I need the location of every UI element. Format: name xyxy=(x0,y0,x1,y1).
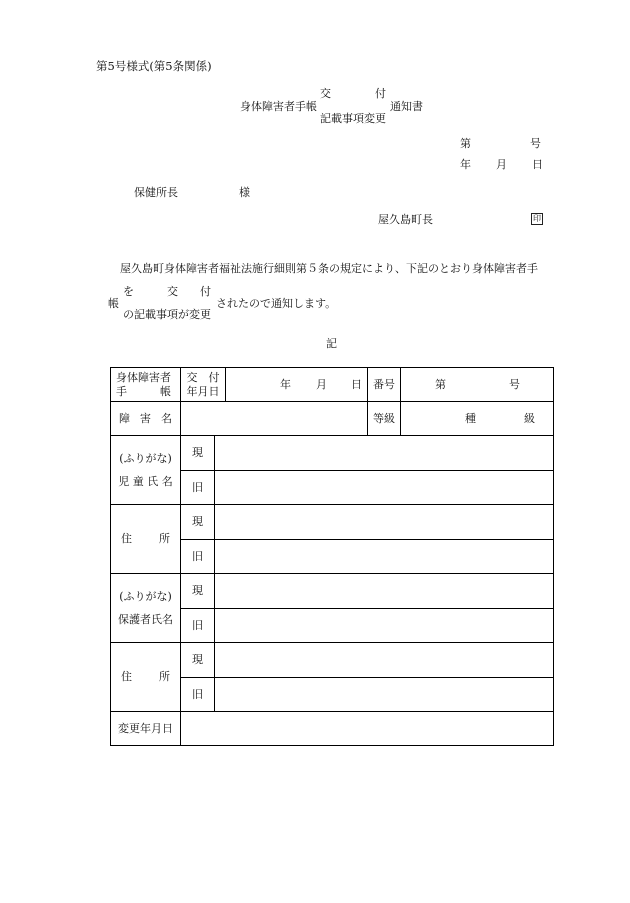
body-option-change: の記載事項が変更 xyxy=(123,308,211,321)
address-label-char: 住 xyxy=(121,670,132,684)
issue-date-label-line-1: 交 付 xyxy=(186,371,220,385)
table-rule xyxy=(180,539,553,540)
issue-date-month: 月 xyxy=(316,378,327,391)
guardian-address-current-label: 現 xyxy=(192,653,203,667)
body-line-1: 屋久島町身体障害者福祉法施行細則第５条の規定により、下記のとおり身体障害者手 xyxy=(120,262,538,275)
disability-label-char: 名 xyxy=(161,411,172,425)
child-address-previous-label: 旧 xyxy=(192,549,203,563)
title-option-change: 記載事項変更 xyxy=(320,112,386,125)
table-rule xyxy=(225,367,226,402)
date-year: 年 xyxy=(460,158,471,171)
table-border-bottom xyxy=(110,745,553,746)
guardian-address-label xyxy=(111,643,180,711)
body-line-end: されたので通知します。 xyxy=(216,297,337,310)
child-current-label: 現 xyxy=(192,446,203,460)
table-border-right xyxy=(553,367,554,746)
doc-number-dai: 第 xyxy=(460,137,471,150)
disability-label-char: 障 xyxy=(119,411,130,425)
child-address-current-label: 現 xyxy=(192,515,203,529)
card-label-line-2: 手 帳 xyxy=(116,384,171,398)
grade-grade: 級 xyxy=(524,412,535,425)
address-label-char: 所 xyxy=(159,670,170,684)
address-label-char: 所 xyxy=(159,532,170,546)
number-dai: 第 xyxy=(435,378,446,391)
number-label: 番号 xyxy=(373,377,395,391)
issue-date-label-line-2: 年月日 xyxy=(186,384,220,398)
form-number: 第5号様式(第5条関係) xyxy=(96,59,212,73)
grade-label: 等級 xyxy=(373,411,395,425)
issue-date-label xyxy=(181,368,225,401)
addressee-honorific: 様 xyxy=(239,186,250,199)
ki-heading: 記 xyxy=(326,337,337,350)
guardian-current-label: 現 xyxy=(192,584,203,598)
child-furigana-label: (ふりがな) xyxy=(119,452,172,466)
address-label-char: 住 xyxy=(121,532,132,546)
guardian-name-label xyxy=(111,574,180,642)
guardian-name-label-text: 保護者氏名 xyxy=(118,612,173,626)
table-rule xyxy=(180,470,553,471)
body-option-issue: を 交 付 xyxy=(123,285,211,298)
date-day: 日 xyxy=(532,158,543,171)
disability-label xyxy=(111,402,180,435)
card-label-line-1: 身体障害者 xyxy=(116,371,171,385)
title-option-issue: 交 付 xyxy=(320,87,386,100)
disability-label-char: 害 xyxy=(140,411,151,425)
doc-number-go: 号 xyxy=(530,137,541,150)
guardian-furigana-label: (ふりがな) xyxy=(119,590,172,604)
title-prefix: 身体障害者手帳 xyxy=(240,100,317,113)
guardian-previous-label: 旧 xyxy=(192,618,203,632)
number-go: 号 xyxy=(509,378,520,391)
table-rule xyxy=(180,677,553,678)
child-name-label xyxy=(111,436,180,504)
addressee-office: 保健所長 xyxy=(134,186,178,199)
date-month: 月 xyxy=(496,158,507,171)
body-cho: 帳 xyxy=(108,297,119,310)
child-previous-label: 旧 xyxy=(192,480,203,494)
grade-type: 種 xyxy=(465,412,476,425)
title-suffix: 通知書 xyxy=(390,100,423,113)
table-rule xyxy=(214,435,215,712)
sender-name: 屋久島町長 xyxy=(378,213,433,226)
guardian-address-previous-label: 旧 xyxy=(192,687,203,701)
issue-date-year: 年 xyxy=(280,378,291,391)
table-rule xyxy=(180,608,553,609)
issue-date-day: 日 xyxy=(351,378,362,391)
change-date-label: 変更年月日 xyxy=(118,721,173,735)
child-address-label xyxy=(111,505,180,573)
table-rule xyxy=(400,367,401,436)
card-label xyxy=(111,368,180,401)
child-name-label-text: 児 童 氏 名 xyxy=(118,474,173,488)
seal-mark: 印 xyxy=(533,214,541,223)
